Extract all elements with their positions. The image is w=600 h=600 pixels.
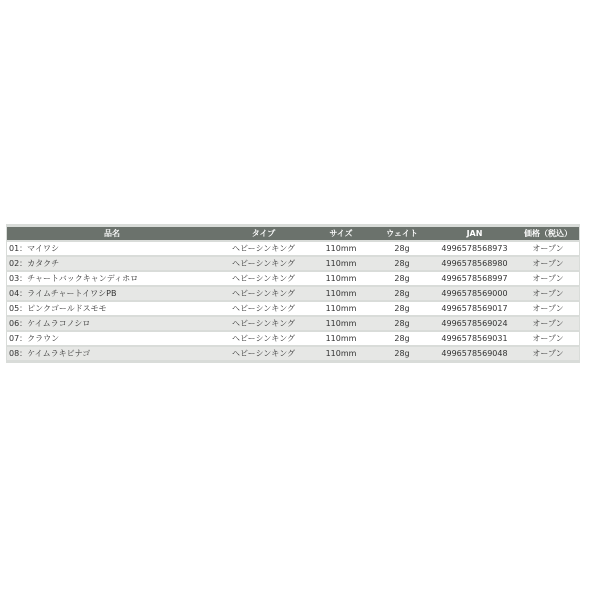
- cell-size: 110mm: [310, 272, 372, 285]
- cell-jan: 4996578569017: [432, 302, 517, 315]
- header-name: 品名: [7, 227, 217, 240]
- cell-size: 110mm: [310, 257, 372, 270]
- cell-price: オープン: [517, 332, 579, 345]
- header-row: [7, 227, 579, 240]
- cell-jan: 4996578569048: [432, 347, 517, 360]
- table-row: [7, 332, 579, 345]
- table-row: [7, 257, 579, 270]
- cell-type: ヘビーシンキング: [217, 332, 310, 345]
- cell-name: 07：クラウン: [7, 332, 217, 345]
- cell-size: 110mm: [310, 287, 372, 300]
- cell-type: ヘビーシンキング: [217, 317, 310, 330]
- cell-type: ヘビーシンキング: [217, 302, 310, 315]
- cell-type: ヘビーシンキング: [217, 272, 310, 285]
- cell-name: 08：ケイムラキビナゴ: [7, 347, 217, 360]
- table-row: [7, 272, 579, 285]
- cell-name: 04：ライムチャートイワシPB: [7, 287, 217, 300]
- cell-size: 110mm: [310, 347, 372, 360]
- header-jan: JAN: [432, 227, 517, 240]
- cell-weight: 28g: [372, 332, 432, 345]
- cell-weight: 28g: [372, 242, 432, 255]
- spec-table-body: [7, 242, 579, 360]
- cell-weight: 28g: [372, 272, 432, 285]
- cell-jan: 4996578569000: [432, 287, 517, 300]
- cell-name: 03：チャートバックキャンディホロ: [7, 272, 217, 285]
- header-size: サイズ: [310, 227, 372, 240]
- cell-name: 06：ケイムラコノシロ: [7, 317, 217, 330]
- cell-jan: 4996578568973: [432, 242, 517, 255]
- cell-size: 110mm: [310, 242, 372, 255]
- cell-price: オープン: [517, 287, 579, 300]
- table-row: [7, 302, 579, 315]
- cell-jan: 4996578568997: [432, 272, 517, 285]
- cell-price: オープン: [517, 317, 579, 330]
- cell-type: ヘビーシンキング: [217, 287, 310, 300]
- cell-weight: 28g: [372, 347, 432, 360]
- cell-weight: 28g: [372, 287, 432, 300]
- cell-weight: 28g: [372, 302, 432, 315]
- table-row: [7, 287, 579, 300]
- cell-type: ヘビーシンキング: [217, 242, 310, 255]
- cell-price: オープン: [517, 302, 579, 315]
- cell-price: オープン: [517, 257, 579, 270]
- cell-name: 05：ピンクゴールドスモモ: [7, 302, 217, 315]
- cell-weight: 28g: [372, 317, 432, 330]
- table-row: [7, 347, 579, 360]
- cell-jan: 4996578568980: [432, 257, 517, 270]
- cell-size: 110mm: [310, 302, 372, 315]
- cell-price: オープン: [517, 272, 579, 285]
- table-row: [7, 317, 579, 330]
- cell-weight: 28g: [372, 257, 432, 270]
- cell-price: オープン: [517, 242, 579, 255]
- cell-jan: 4996578569031: [432, 332, 517, 345]
- cell-size: 110mm: [310, 332, 372, 345]
- spec-table: [7, 225, 579, 362]
- cell-type: ヘビーシンキング: [217, 347, 310, 360]
- cell-price: オープン: [517, 347, 579, 360]
- cell-type: ヘビーシンキング: [217, 257, 310, 270]
- spec-table-container: [6, 224, 580, 363]
- header-type: タイプ: [217, 227, 310, 240]
- table-row: [7, 242, 579, 255]
- cell-name: 01：マイワシ: [7, 242, 217, 255]
- cell-jan: 4996578569024: [432, 317, 517, 330]
- spec-table-header: [7, 227, 579, 240]
- header-price: 価格（税込）: [517, 227, 579, 240]
- cell-size: 110mm: [310, 317, 372, 330]
- header-weight: ウェイト: [372, 227, 432, 240]
- cell-name: 02：カタクチ: [7, 257, 217, 270]
